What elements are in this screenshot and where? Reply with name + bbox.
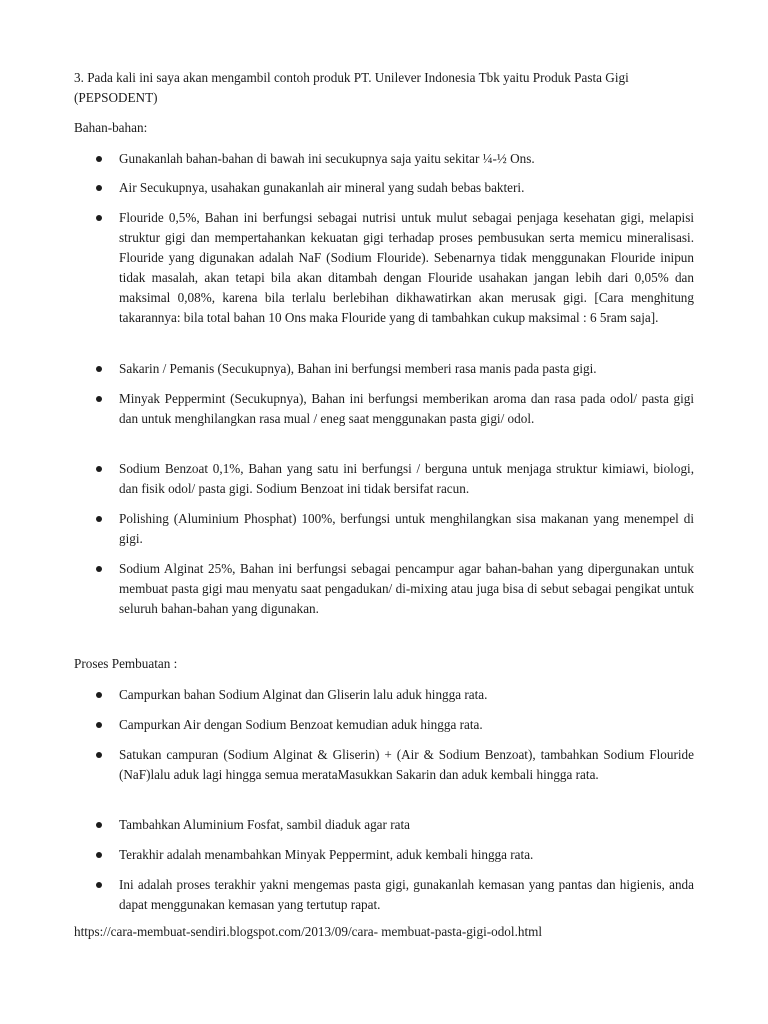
list-item-text: Campurkan Air dengan Sodium Benzoat kemudian aduk hingga rata. xyxy=(119,717,483,732)
list-item-text: Sodium Benzoat 0,1%, Bahan yang satu ini berfungsi / berguna untuk menjaga struktur kimiawi, biologi, dan fisik odol/ pasta gigi. Sodium Benzoat ini tidak bersifat racun. xyxy=(119,461,694,496)
list-item-text: Satukan campuran (Sodium Alginat & Gliserin) + (Air & Sodium Benzoat), tambahkan Sodium Flouride (NaF)lalu aduk lagi hingga semua merataMasukkan Sakarin dan aduk kembali hingga rata. xyxy=(119,747,694,782)
bullet-icon xyxy=(96,366,102,372)
source-url: https://cara-membuat-sendiri.blogspot.com/2013/09/cara- membuat-pasta-gigi-odol.html xyxy=(74,924,543,939)
list-item-text: Terakhir adalah menambahkan Minyak Peppermint, aduk kembali hingga rata. xyxy=(119,847,534,862)
list-item-text: Tambahkan Aluminium Fosfat, sambil diaduk agar rata xyxy=(119,817,410,832)
bullet-icon xyxy=(96,215,102,221)
bullet-icon xyxy=(96,852,102,858)
list-item-text: Ini adalah proses terakhir yakni mengemas pasta gigi, gunakanlah kemasan yang pantas dan higienis, anda dapat menggunakan kemasan yang tertutup rapat. xyxy=(119,877,694,912)
list-item-text: Air Secukupnya, usahakan gunakanlah air mineral yang sudah bebas bakteri. xyxy=(119,180,525,195)
bullet-icon xyxy=(96,566,102,572)
bullet-icon xyxy=(96,516,102,522)
bahan-heading: Bahan-bahan: xyxy=(74,120,148,135)
list-item-text: Sakarin / Pemanis (Secukupnya), Bahan ini berfungsi memberi rasa manis pada pasta gigi. xyxy=(119,361,597,376)
list-item-text: Polishing (Aluminium Phosphat) 100%, berfungsi untuk menghilangkan sisa makanan yang menempel di gigi. xyxy=(119,511,694,546)
bullet-icon xyxy=(96,882,102,888)
bullet-icon xyxy=(96,466,102,472)
intro-paragraph: 3. Pada kali ini saya akan mengambil contoh produk PT. Unilever Indonesia Tbk yaitu Produk Pasta Gigi (PEPSODENT) xyxy=(74,70,629,105)
bullet-icon xyxy=(96,185,102,191)
list-item-text: Campurkan bahan Sodium Alginat dan Gliserin lalu aduk hingga rata. xyxy=(119,687,488,702)
list-item-text: Minyak Peppermint (Secukupnya), Bahan ini berfungsi memberikan aroma dan rasa pada odol/ pasta gigi dan untuk menghilangkan rasa mual / eneg saat menggunakan pasta gigi/ odol. xyxy=(119,391,694,426)
list-item-text: Flouride 0,5%, Bahan ini berfungsi sebagai nutrisi untuk mulut sebagai penjaga kesehatan gigi, melapisi struktur gigi dan mempertahankan kekuatan gigi terhadap proses pembusukan serta memicu mineralisasi. Flouride yang digunakan adalah NaF (Sodium Flouride). Sebenarnya tidak menggunakan Flouride inipun tidak masalah, akan tetapi bila akan ditambah dengan Flouride usahakan jangan lebih dari 0,05% dan maksimal 0,08%, karena bila terlalu berlebihan dikhawatirkan akan merusak gigi. [Cara menghitung takarannya: bila total bahan 10 Ons maka Flouride yang di tambahkan cukup maksimal : 6 5ram saja]. xyxy=(119,210,694,325)
bullet-icon xyxy=(96,722,102,728)
list-item-text: Gunakanlah bahan-bahan di bawah ini secukupnya saja yaitu sekitar ¼-½ Ons. xyxy=(119,151,535,166)
bullet-icon xyxy=(96,396,102,402)
proses-heading: Proses Pembuatan : xyxy=(74,656,178,671)
bullet-icon xyxy=(96,752,102,758)
list-item-text: Sodium Alginat 25%, Bahan ini berfungsi sebagai pencampur agar bahan-bahan yang dipergunakan untuk membuat pasta gigi mau menyatu saat pengadukan/ di-mixing atau juga bisa di sebut sebagai pengikat untuk seluruh bahan-bahan yang digunakan. xyxy=(119,561,694,616)
bullet-icon xyxy=(96,692,102,698)
bullet-icon xyxy=(96,822,102,828)
bullet-icon xyxy=(96,156,102,162)
